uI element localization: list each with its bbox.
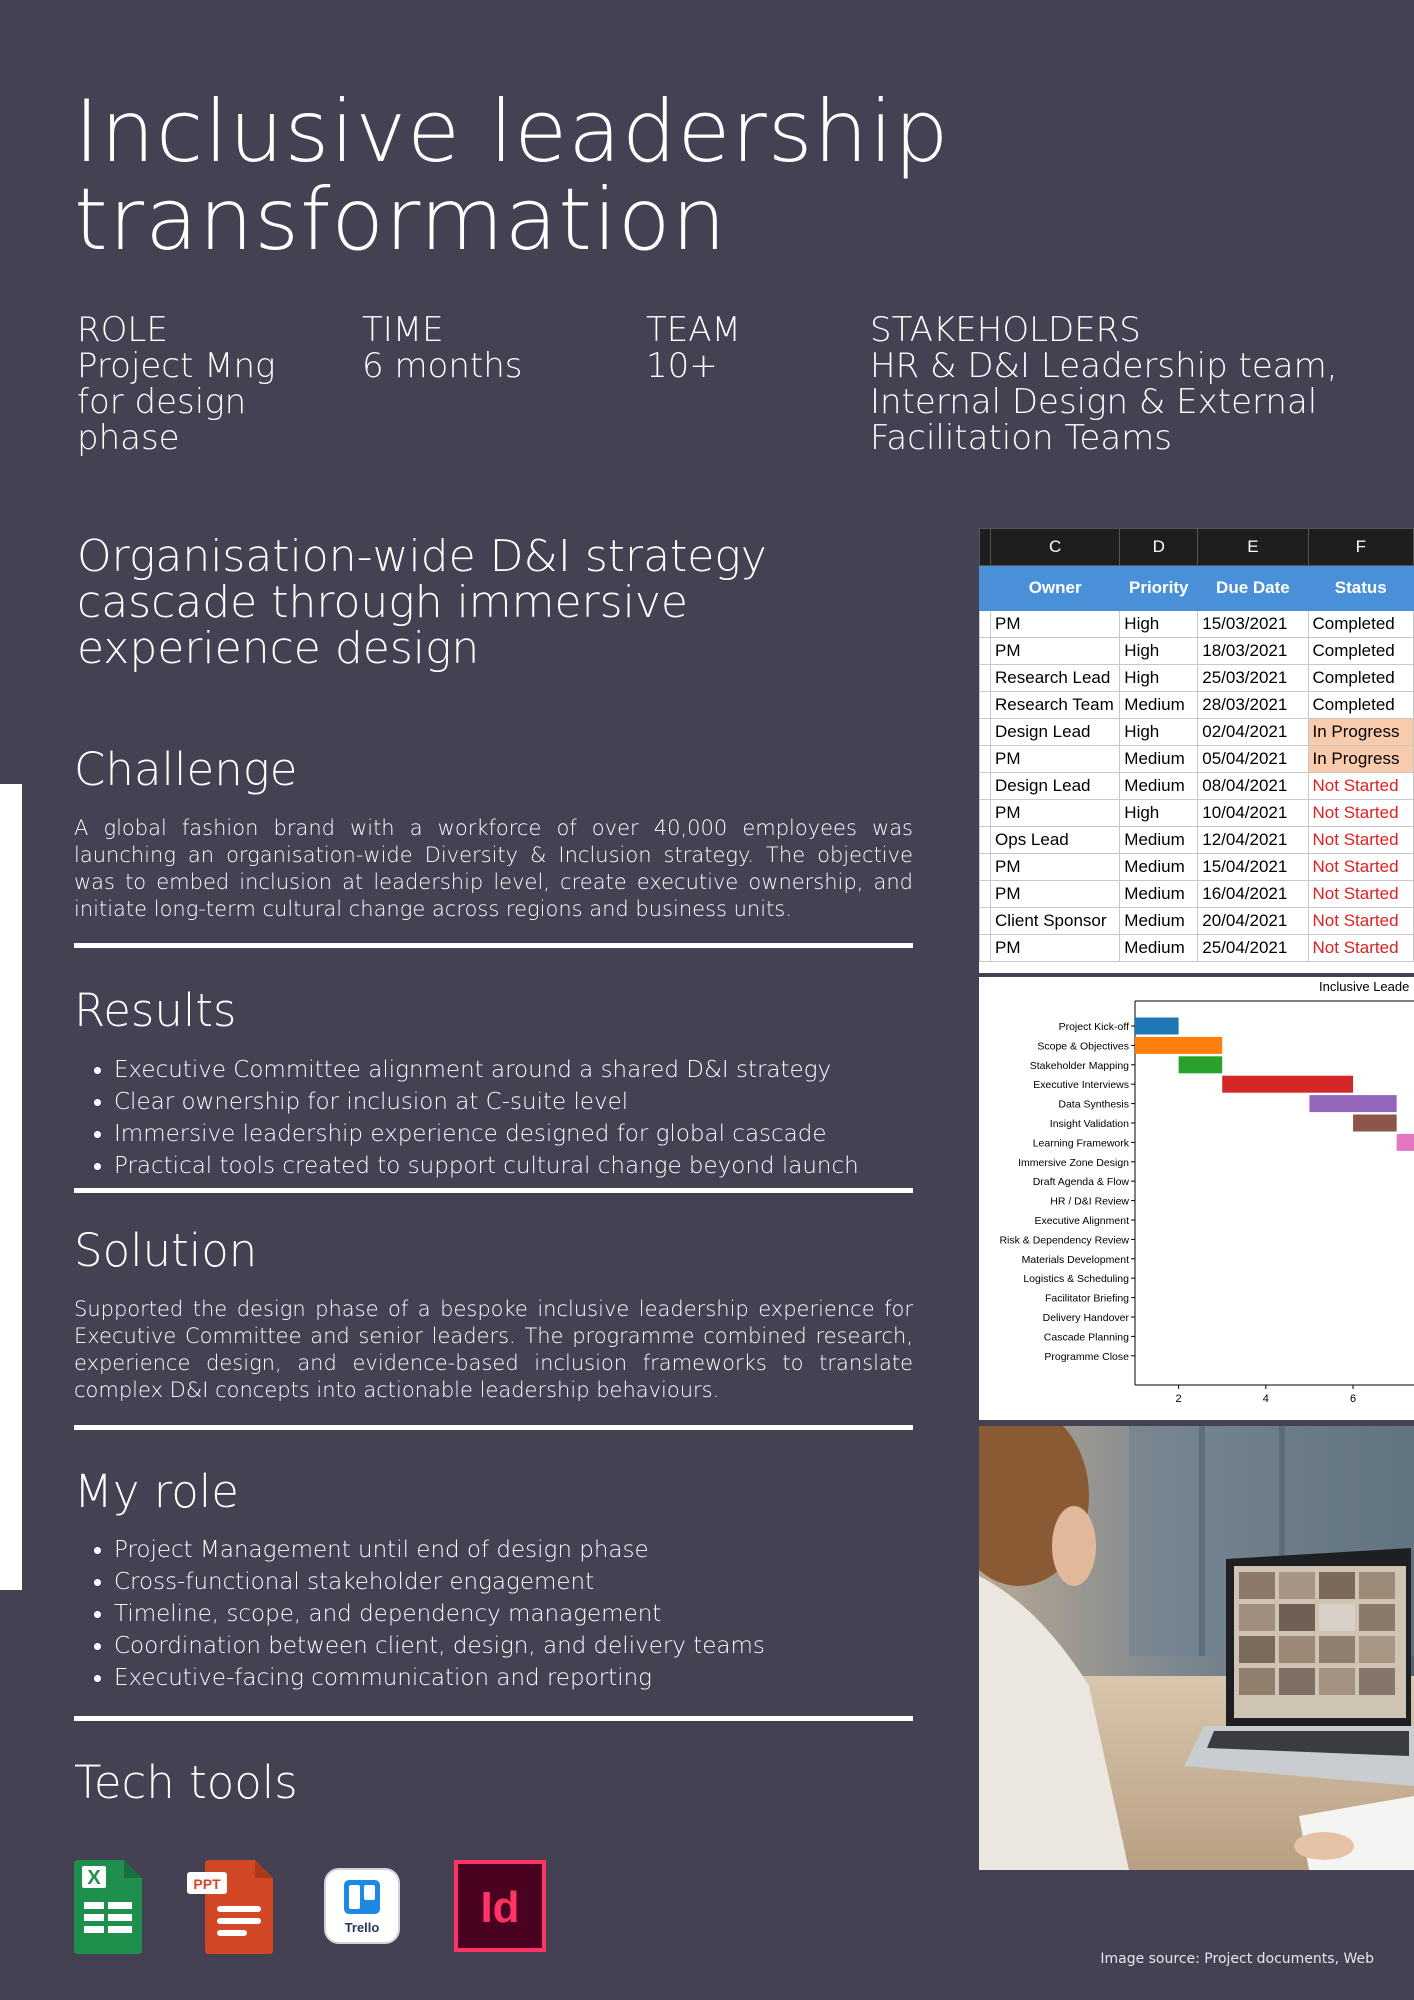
task-label: Scope & Objectives [1037, 1040, 1129, 1053]
list-item: • Project Management until end of design phase [114, 1534, 765, 1566]
tagline: Organisation-wide D&I strategy cascade through immersive experience design [77, 531, 767, 674]
table-cell: Medium [1120, 827, 1198, 854]
table-cell: PM [991, 881, 1120, 908]
table-cell: Not Started [1308, 827, 1413, 854]
team-block [646, 312, 741, 384]
list-item: • Practical tools created to support cultural change beyond launch [114, 1150, 859, 1182]
divider [74, 1188, 913, 1193]
row-gutter [980, 665, 991, 692]
table-cell: Not Started [1308, 773, 1413, 800]
role-value-line: Project Mng [77, 346, 276, 386]
table-cell: PM [991, 935, 1120, 962]
task-label: Executive Alignment [1034, 1215, 1129, 1227]
title-line-2: transformation [74, 170, 728, 270]
row-gutter [980, 773, 991, 800]
table-cell: Not Started [1308, 881, 1413, 908]
gantt-bar [1135, 1037, 1222, 1054]
gantt-bar [1222, 1076, 1353, 1093]
table-cell: Medium [1120, 746, 1198, 773]
solution-text: Supported the design phase of a bespoke inclusive leadership experience for Executive Committee and senior leaders. The programme combined research, experience design, and evidence-based inclusion frameworks to translate complex D&I concepts into actionable leadership behaviours. [74, 1297, 913, 1402]
table-cell: High [1120, 638, 1198, 665]
table-cell: 10/04/2021 [1198, 800, 1308, 827]
table-cell: Research Lead [991, 665, 1120, 692]
table-row [980, 908, 1414, 935]
table-cell: Client Sponsor [991, 908, 1120, 935]
table-cell: Medium [1120, 935, 1198, 962]
row-gutter [980, 908, 991, 935]
task-label: Logistics & Scheduling [1023, 1273, 1129, 1286]
table-cell: 28/03/2021 [1198, 692, 1308, 719]
role-value-line: phase [77, 418, 180, 458]
x-tick-label: 4 [1262, 1393, 1269, 1405]
row-gutter [980, 854, 991, 881]
task-label: Immersive Zone Design [1018, 1156, 1129, 1169]
table-cell: 25/04/2021 [1198, 935, 1308, 962]
table-row [980, 665, 1414, 692]
column-letter: D [1120, 529, 1198, 566]
table-cell: PM [991, 854, 1120, 881]
row-gutter [980, 827, 991, 854]
challenge-heading: Challenge [74, 743, 298, 796]
table-row [980, 611, 1414, 638]
chart-title: Inclusive Leade [1319, 979, 1410, 994]
gantt-svg [979, 977, 1414, 1420]
list-item: • Coordination between client, design, and delivery teams [114, 1630, 765, 1662]
table-row [980, 638, 1414, 665]
divider [74, 1425, 913, 1430]
video-call-photo [979, 1426, 1414, 1870]
gantt-bar [1179, 1056, 1223, 1073]
table-cell: 08/04/2021 [1198, 773, 1308, 800]
stakeholders-block [870, 312, 1338, 456]
table-cell: 05/04/2021 [1198, 746, 1308, 773]
gantt-bar [1353, 1115, 1397, 1132]
row-gutter [980, 529, 991, 566]
column-header: Priority [1120, 566, 1198, 611]
divider [74, 943, 913, 948]
role-block [77, 312, 275, 456]
task-label: Learning Framework [1032, 1137, 1129, 1150]
page-title [74, 82, 950, 270]
table-cell: Ops Lead [991, 827, 1120, 854]
table-row [980, 935, 1414, 962]
powerpoint-icon [187, 1860, 273, 1958]
table-cell: Completed [1308, 638, 1413, 665]
list-item: • Timeline, scope, and dependency management [114, 1598, 765, 1630]
list-item: • Clear ownership for inclusion at C-suite level [114, 1086, 859, 1118]
task-label: Data Synthesis [1058, 1098, 1129, 1111]
table-cell: PM [991, 746, 1120, 773]
column-header: Due Date [1198, 566, 1308, 611]
list-item: • Executive-facing communication and reporting [114, 1662, 765, 1694]
gantt-bar [1309, 1095, 1396, 1112]
x-tick-label: 2 [1175, 1393, 1182, 1405]
table-cell: Medium [1120, 692, 1198, 719]
team-value: 10+ [646, 346, 718, 386]
column-letters-row [980, 529, 1414, 566]
table-cell: High [1120, 665, 1198, 692]
table-cell: 15/04/2021 [1198, 854, 1308, 881]
table-cell: 25/03/2021 [1198, 665, 1308, 692]
time-label: TIME [362, 310, 444, 350]
task-table [979, 528, 1414, 962]
table-cell: High [1120, 611, 1198, 638]
table-cell: Completed [1308, 665, 1413, 692]
table-row [980, 881, 1414, 908]
divider [74, 1716, 913, 1721]
task-label: Insight Validation [1049, 1118, 1129, 1130]
task-label: Risk & Dependency Review [999, 1234, 1129, 1247]
task-label: Programme Close [1044, 1350, 1129, 1363]
list-item: • Immersive leadership experience designed for global cascade [114, 1118, 859, 1150]
column-header: Owner [991, 566, 1120, 611]
indesign-icon [454, 1860, 546, 1956]
task-label: HR / D&I Review [1050, 1195, 1129, 1208]
task-label: Materials Development [1021, 1253, 1129, 1266]
row-gutter [980, 719, 991, 746]
table-row [980, 692, 1414, 719]
excel-icon [74, 1860, 142, 1958]
table-row [980, 746, 1414, 773]
table-cell: Medium [1120, 908, 1198, 935]
table-cell: Completed [1308, 692, 1413, 719]
challenge-text: A global fashion brand with a workforce of over 40,000 employees was launching an organisation-wide Diversity & Inclusion strategy. The objective was to embed inclusion at leadership level, create executive ownership, and initiate long-term cultural change across regions and business units. [74, 816, 913, 921]
table-row [980, 773, 1414, 800]
table-row [980, 827, 1414, 854]
trello-label: Trello [344, 1920, 380, 1935]
table-cell: High [1120, 719, 1198, 746]
table-cell: High [1120, 800, 1198, 827]
table-cell: PM [991, 638, 1120, 665]
column-letter: C [991, 529, 1120, 566]
team-label: TEAM [646, 310, 741, 350]
row-gutter [980, 800, 991, 827]
task-label: Delivery Handover [1042, 1312, 1129, 1324]
table-cell: Completed [1308, 611, 1413, 638]
left-accent-bar [0, 784, 22, 1590]
table-body [980, 611, 1414, 962]
ppt-badge: PPT [193, 1876, 221, 1892]
task-label: Executive Interviews [1033, 1079, 1129, 1092]
stakeholders-value-line: Internal Design & External [870, 382, 1318, 422]
task-label: Stakeholder Mapping [1029, 1059, 1129, 1072]
column-letter: F [1308, 529, 1413, 566]
stakeholders-value-line: HR & D&I Leadership team, [870, 346, 1338, 386]
time-block [362, 312, 523, 384]
table-cell: Not Started [1308, 935, 1413, 962]
gantt-bar [1397, 1134, 1414, 1151]
image-source-caption: Image source: Project documents, Web [1100, 1951, 1374, 1967]
list-item: • Executive Committee alignment around a shared D&I strategy [114, 1054, 859, 1086]
task-label: Draft Agenda & Flow [1032, 1176, 1129, 1189]
x-tick-label: 6 [1349, 1393, 1357, 1405]
title-line-1: Inclusive leadership [74, 82, 950, 182]
header-row [980, 566, 1414, 611]
table-cell: PM [991, 800, 1120, 827]
solution-heading: Solution [74, 1224, 258, 1277]
my-role-heading: My role [74, 1465, 239, 1518]
task-label: Facilitator Briefing [1044, 1292, 1129, 1305]
stakeholders-label: STAKEHOLDERS [870, 310, 1141, 350]
role-value-line: for design [77, 382, 247, 422]
results-heading: Results [74, 984, 237, 1037]
column-header: Status [1308, 566, 1413, 611]
gantt-chart [979, 977, 1414, 1420]
row-gutter [980, 611, 991, 638]
table-cell: 12/04/2021 [1198, 827, 1308, 854]
table-cell: PM [991, 611, 1120, 638]
table-cell: 18/03/2021 [1198, 638, 1308, 665]
indesign-label: Id [480, 1883, 520, 1932]
excel-letter: X [87, 1867, 101, 1889]
row-gutter [980, 692, 991, 719]
table-cell: Design Lead [991, 773, 1120, 800]
row-gutter [980, 566, 991, 611]
table-cell: Medium [1120, 881, 1198, 908]
task-label: Project Kick-off [1058, 1021, 1129, 1033]
list-item: • Cross-functional stakeholder engagement [114, 1566, 765, 1598]
time-value: 6 months [362, 346, 523, 386]
results-list [74, 1054, 859, 1182]
tech-tools-heading: Tech tools [74, 1756, 298, 1809]
table-cell: 20/04/2021 [1198, 908, 1308, 935]
row-gutter [980, 746, 991, 773]
table-row [980, 854, 1414, 881]
my-role-list [74, 1534, 765, 1694]
table-row [980, 719, 1414, 746]
table-cell: 02/04/2021 [1198, 719, 1308, 746]
row-gutter [980, 638, 991, 665]
trello-icon [324, 1868, 400, 1948]
project-spreadsheet [979, 528, 1414, 973]
table-cell: Not Started [1308, 854, 1413, 881]
table-cell: In Progress [1308, 746, 1413, 773]
gantt-bar [1135, 1018, 1179, 1035]
table-cell: Not Started [1308, 908, 1413, 935]
row-gutter [980, 881, 991, 908]
table-cell: Medium [1120, 854, 1198, 881]
table-row [980, 800, 1414, 827]
column-letter: E [1198, 529, 1308, 566]
table-cell: In Progress [1308, 719, 1413, 746]
stakeholders-value-line: Facilitation Teams [870, 418, 1172, 458]
row-gutter [980, 935, 991, 962]
table-cell: Medium [1120, 773, 1198, 800]
table-cell: 16/04/2021 [1198, 881, 1308, 908]
table-cell: Design Lead [991, 719, 1120, 746]
task-label: Cascade Planning [1043, 1331, 1129, 1344]
table-cell: Not Started [1308, 800, 1413, 827]
table-cell: Research Team [991, 692, 1120, 719]
table-cell: 15/03/2021 [1198, 611, 1308, 638]
role-label: ROLE [77, 310, 168, 350]
